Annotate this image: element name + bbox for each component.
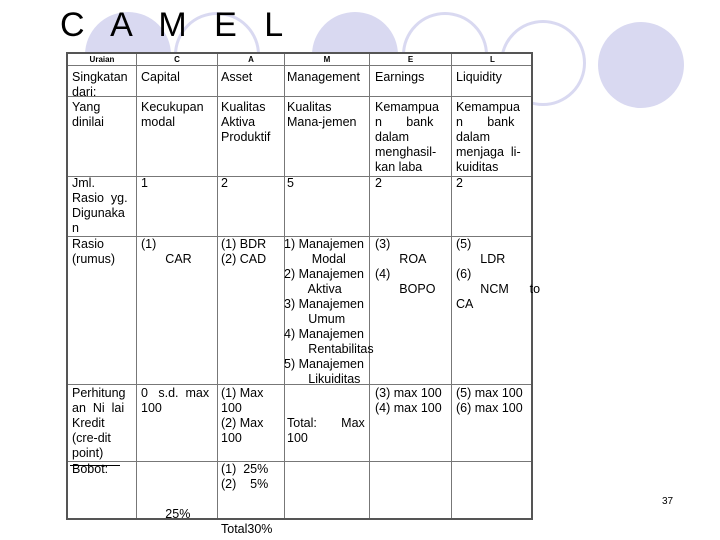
cell-jml-c: 1: [141, 176, 148, 190]
slide-title: C A M E L: [60, 6, 293, 44]
cell-perhitungan-label: Perhitung an Ni lai Kredit (cre-dit point): [72, 386, 126, 460]
slide-number: 37: [662, 496, 674, 507]
cell-rasio-m: 1) Manajemen Modal 2) Manajemen Aktiva 3) Manajemen Umum 4) Manajemen Rentabilitas 5) Manajemen Likuiditas: [284, 237, 374, 386]
header-c: C: [174, 55, 180, 64]
cell-jml-m: 5: [287, 176, 294, 190]
cell-jml-l: 2: [456, 176, 463, 190]
cell-singkatan-a: Asset: [221, 70, 253, 84]
cell-dinilai-c: Kecukupan modal: [141, 100, 204, 129]
cell-perhitungan-m: Total: Max 100: [287, 416, 365, 445]
cell-bobot-label: Bobot:: [72, 462, 109, 476]
cell-dinilai-m: Kualitas Mana-jemen: [287, 100, 357, 129]
cell-rasio-e: (3) ROA (4) BOPO: [375, 237, 436, 296]
cell-rasio-label: Rasio (rumus): [72, 237, 116, 266]
cell-rasio-l: (5) LDR (6) NCM to CA: [456, 237, 541, 311]
cell-jml-label: Jml. Rasio yg. Digunaka n: [72, 176, 128, 235]
header-e: E: [407, 55, 414, 64]
decorative-circle-6: [598, 22, 684, 108]
cell-dinilai-label: Yang dinilai: [72, 100, 104, 129]
cell-dinilai-l: Kemampua n bank dalam menjaga li- kuiditas: [456, 100, 521, 174]
header-uraian: Uraian: [89, 55, 115, 64]
cell-bobot-a: (1) 25% (2) 5% Total30%: [221, 462, 273, 536]
cell-jml-a: 2: [221, 176, 228, 190]
cell-singkatan-c: Capital: [141, 70, 180, 84]
cell-perhitungan-c: 0 s.d. max 100: [141, 386, 210, 415]
cell-perhitungan-l: (5) max 100 (6) max 100: [456, 386, 523, 415]
cell-singkatan-e: Earnings: [375, 70, 425, 84]
camel-table: [66, 52, 541, 536]
cell-jml-e: 2: [375, 176, 382, 190]
cell-singkatan-m: Management: [287, 70, 360, 84]
cell-rasio-c: (1) CAR: [141, 237, 192, 266]
cell-dinilai-a: Kualitas Aktiva Produktif: [221, 100, 271, 144]
cell-perhitungan-e: (3) max 100 (4) max 100: [375, 386, 442, 415]
cell-perhitungan-a: (1) Max 100 (2) Max 100: [221, 386, 264, 445]
cell-singkatan-label: Singkatan dari:: [72, 70, 128, 99]
cell-rasio-a: (1) BDR (2) CAD: [221, 237, 267, 266]
cell-dinilai-e: Kemampua n bank dalam menghasil- kan laba: [375, 100, 439, 174]
header-m: M: [323, 55, 331, 64]
cell-bobot-c: 25%: [165, 507, 191, 521]
header-l: L: [490, 55, 495, 64]
cell-singkatan-l: Liquidity: [456, 70, 502, 84]
header-a: A: [248, 55, 254, 64]
